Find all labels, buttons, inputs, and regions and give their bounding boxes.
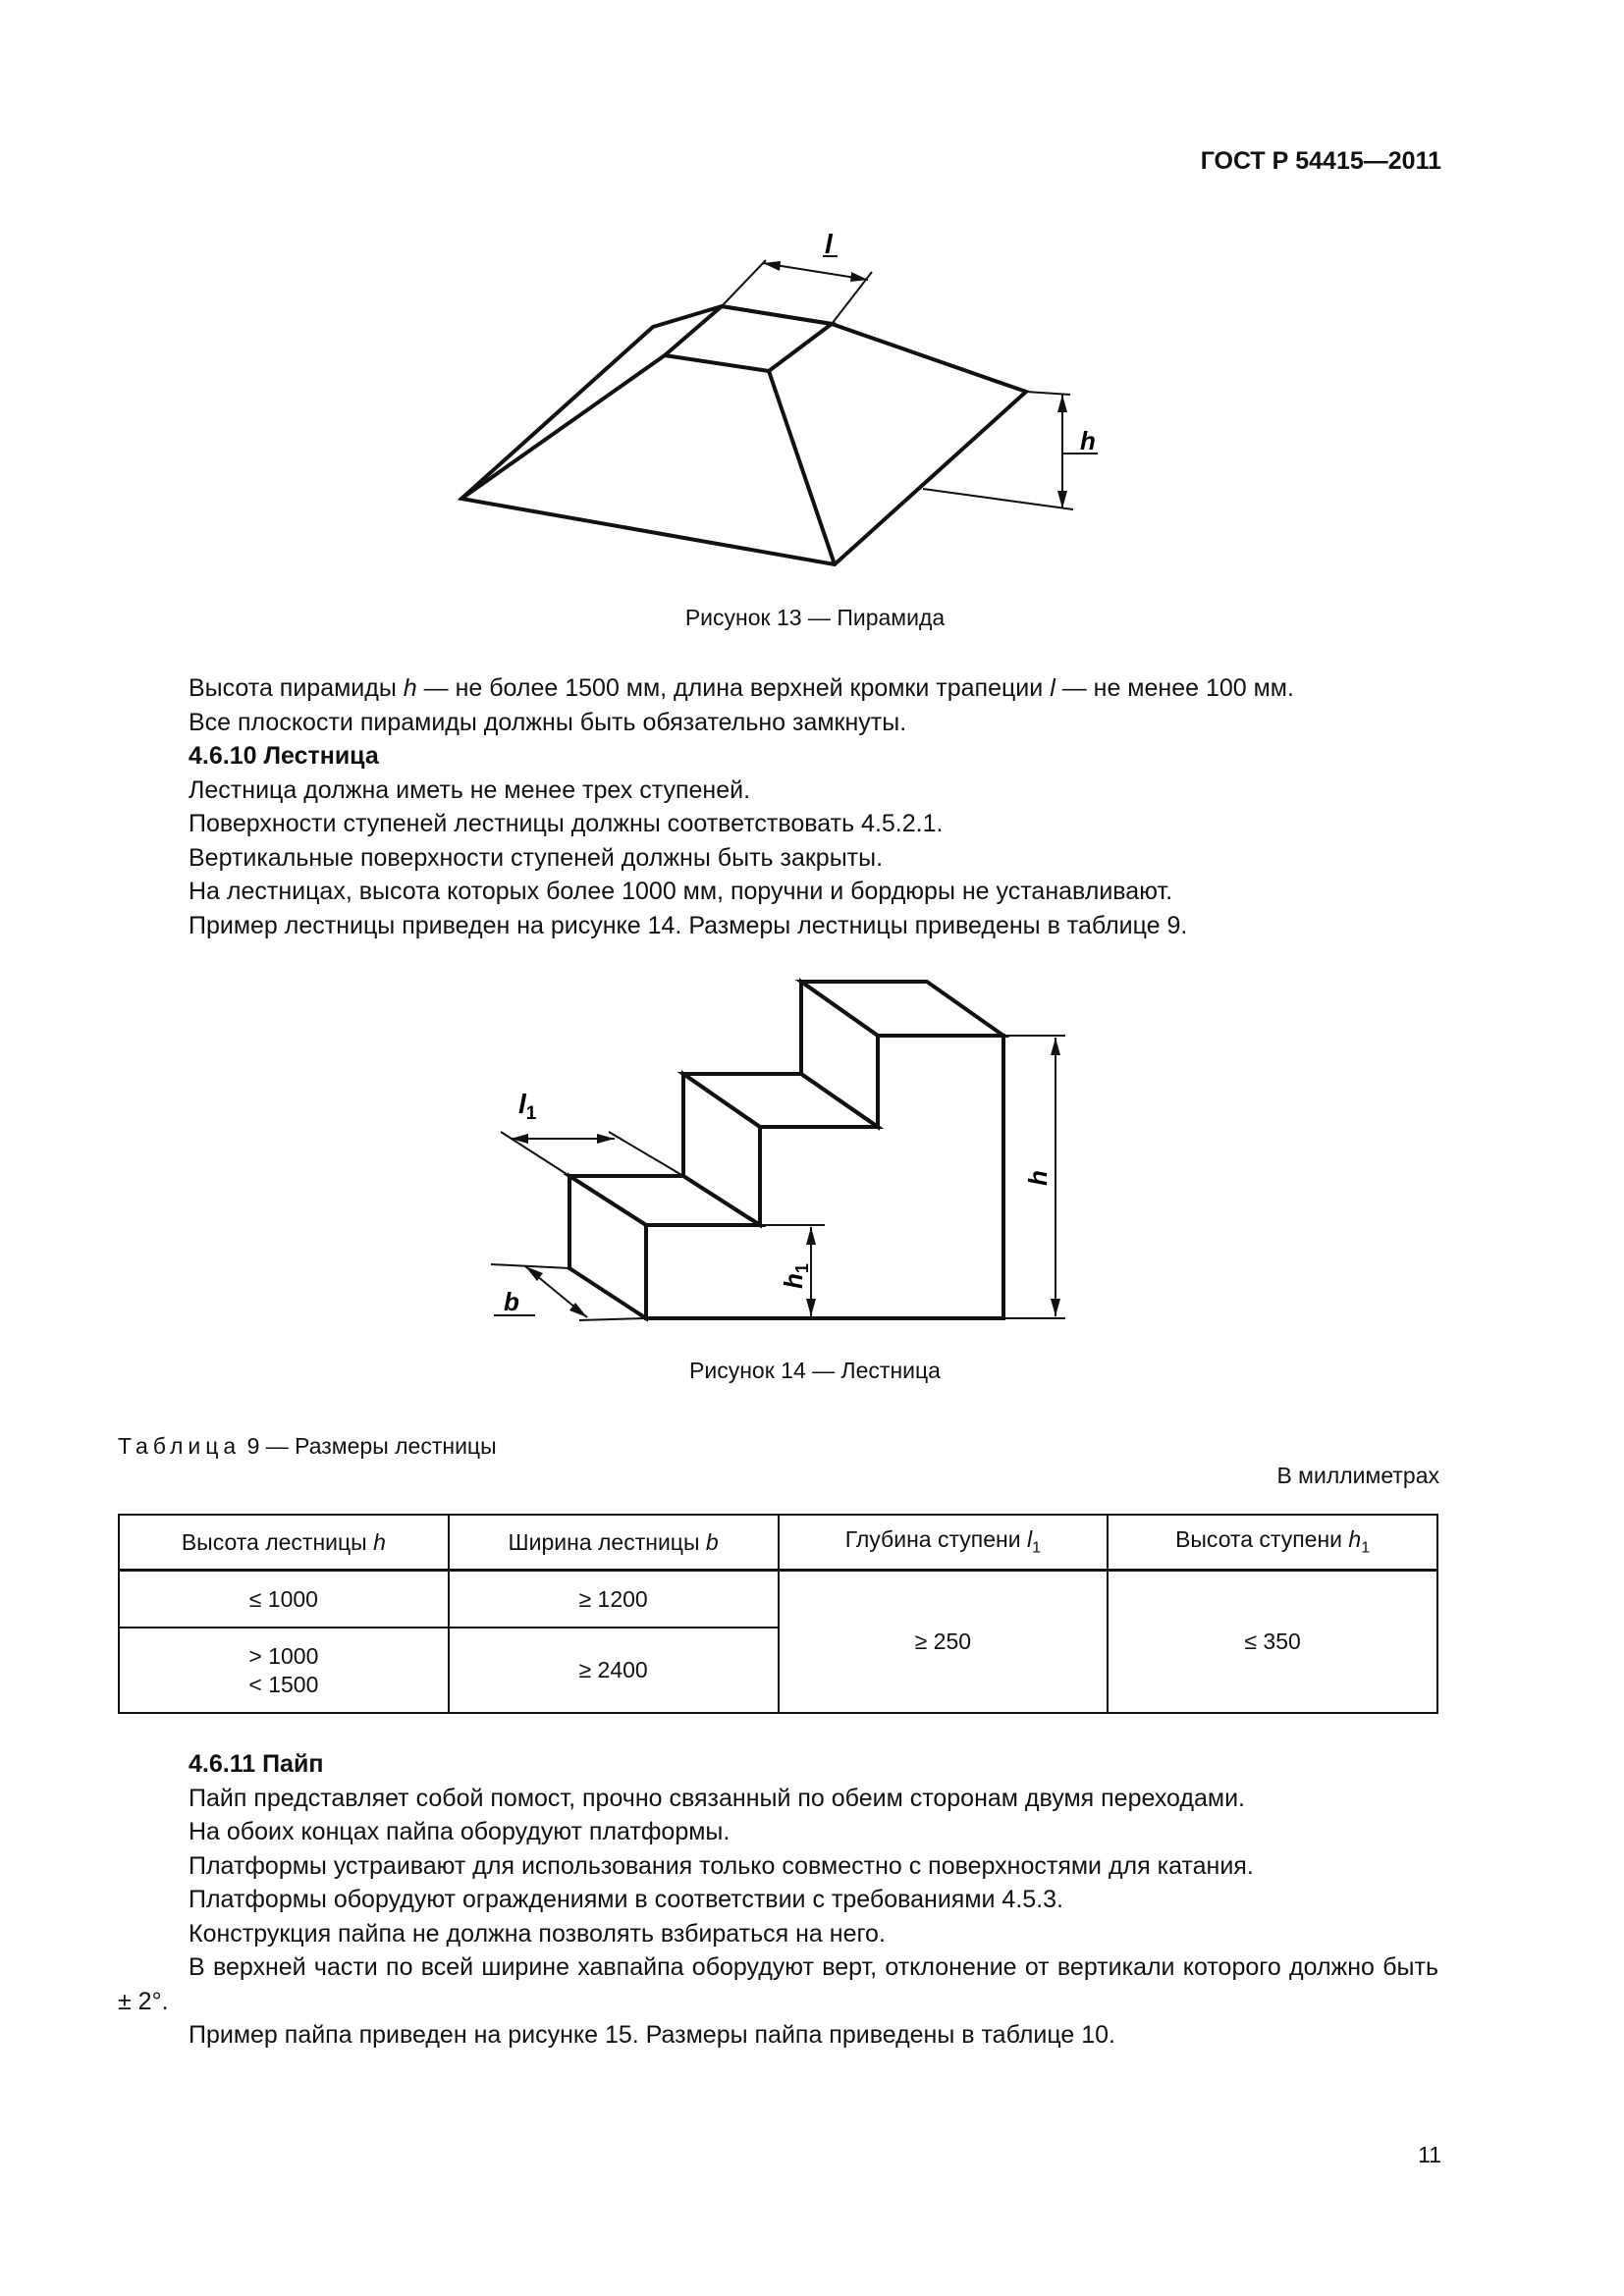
- cell-height: ≤ 1000: [119, 1571, 449, 1629]
- document-number: ГОСТ Р 54415—2011: [1200, 147, 1441, 175]
- ladder-paragraph-2: Поверхности ступеней лестницы должны соответствовать 4.5.2.1.: [189, 810, 944, 837]
- ladder-label-h: h: [1023, 1170, 1053, 1186]
- page-number: 11: [1418, 2142, 1441, 2167]
- ladder-paragraph-4: На лестницах, высота которых более 1000 мм, поручни и бордюры не устанавливают.: [189, 878, 1173, 905]
- ladder-paragraph-3: Вертикальные поверхности ступеней должны быть закрыты.: [189, 843, 884, 872]
- figure-14-ladder: [481, 972, 1090, 1325]
- pyramid-line-1: Высота пирамиды h — не более 1500 мм, длина верхней кромки трапеции l — не менее 100 мм.: [189, 674, 1294, 702]
- cell-width: ≥ 1200: [449, 1571, 779, 1629]
- figure-13-caption: Рисунок 13 — Пирамида: [684, 605, 946, 630]
- ladder-label-b: b: [504, 1287, 519, 1316]
- pipe-paragraph-3: Платформы устраивают для использования только совместно с поверхностями для катания.: [189, 1851, 1254, 1880]
- pyramid-line-2: Все плоскости пирамиды должны быть обязательно замкнуты.: [189, 708, 907, 736]
- pipe-paragraph-7: Пример пайпа приведен на рисунке 15. Размеры пайпа приведены в таблице 10.: [189, 2021, 1115, 2049]
- table-9-units: В миллиметрах: [1276, 1463, 1439, 1488]
- section-4-6-10-heading: 4.6.10 Лестница: [189, 742, 379, 770]
- pyramid-dimension-lines: [722, 260, 1098, 509]
- header-step-height: Высота ступени $h_1$: [1108, 1515, 1437, 1571]
- table-header-row: [119, 1515, 1437, 1571]
- cell-width: ≥ 2400: [449, 1628, 779, 1713]
- pipe-section: [118, 1747, 1438, 2053]
- cell-step-depth: ≥ 250: [779, 1571, 1109, 1714]
- pipe-paragraph-4: Платформы оборудуют ограждениями в соответствии с требованиями 4.5.3.: [189, 1886, 1063, 1913]
- header-step-depth: Глубина ступени $l_1$: [779, 1515, 1109, 1571]
- pipe-paragraph-1: Пайп представляет собой помост, прочно связанный по обеим сторонам двумя переходами.: [189, 1784, 1246, 1812]
- header-ladder-height: Высота лестницы h: [119, 1515, 449, 1571]
- cell-step-height: ≤ 350: [1108, 1571, 1437, 1714]
- ladder-paragraph-5: Пример лестницы приведен на рисунке 14. Размеры лестницы приведены в таблице 9.: [189, 911, 1188, 939]
- cell-height: > 1000 < 1500: [119, 1628, 449, 1713]
- pipe-paragraph-6: В верхней части по всей ширине хавпайпа оборудуют верт, отклонение от вертикали которого должно быть ± 2°.: [118, 1953, 1438, 2015]
- ladder-outline: [569, 982, 1003, 1318]
- table-9-caption: Таблица 9 — Размеры лестницы: [118, 1433, 497, 1459]
- ladder-paragraph-1: Лестница должна иметь не менее трех ступеней.: [189, 775, 751, 804]
- pyramid-paragraph: [118, 671, 1438, 942]
- pipe-paragraph-5: Конструкция пайпа не должна позволять взбираться на него.: [189, 1919, 886, 1948]
- section-4-6-11-heading: 4.6.11 Пайп: [189, 1750, 324, 1778]
- table-9: [118, 1514, 1438, 1714]
- header-ladder-width: Ширина лестницы b: [449, 1515, 779, 1571]
- pyramid-outline: [461, 306, 1026, 564]
- pyramid-label-l: l: [825, 229, 833, 259]
- figure-14-caption: Рисунок 14 — Лестница: [689, 1358, 941, 1383]
- ladder-label-l1: $l_1$: [518, 1089, 537, 1124]
- figure-13-pyramid: [452, 221, 1096, 574]
- table-row: [119, 1571, 1437, 1629]
- pyramid-label-h: h: [1080, 426, 1096, 455]
- pyramid-arrowheads: [763, 261, 1067, 508]
- ladder-label-h1: $h_1$: [779, 1263, 812, 1289]
- pipe-paragraph-2: На обоих концах пайпа оборудуют платформы.: [189, 1818, 731, 1845]
